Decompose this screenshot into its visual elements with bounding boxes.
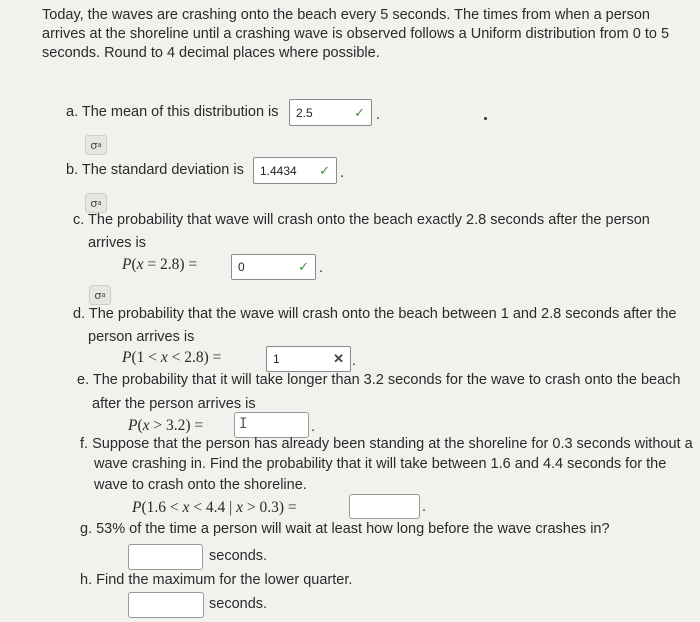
std-dev-answer-field[interactable] [253,157,337,184]
period: . [422,499,427,515]
period: . [340,165,345,181]
question-g-line-1: g. 53% of the time a person will wait at least how long before the wave crashes in? [80,521,610,537]
sigma-hint-icon[interactable]: σ a [85,193,107,213]
stray-dot [484,117,487,120]
period: . [319,260,324,276]
question-d-line-1: d. The probability that the wave will crash onto the beach between 1 and 2.8 seconds after the [73,306,677,322]
question-g-unit: seconds. [209,548,268,564]
interval-probability-value: 1 [273,352,280,366]
mean-answer-field[interactable] [289,99,372,126]
check-icon: ✓ [319,162,330,178]
text-cursor-icon: I [239,416,248,432]
question-c-line-1: c. The probability that wave will crash onto the beach exactly 2.8 seconds after the person [73,212,650,228]
question-c-expression: P(x = 2.8) = [122,256,198,273]
question-d-expression: P(1 < x < 2.8) = [122,349,222,366]
period: . [311,419,316,435]
conditional-probability-input[interactable] [349,494,420,519]
question-e-line-1: e. The probability that it will take longer than 3.2 seconds for the wave to crash onto the beach [77,372,681,388]
problem-intro-line-2: arrives at the shoreline until a crashing wave is observed follows a Uniform distribution from 0 to 5 [42,26,670,42]
problem-intro-line-3: seconds. Round to 4 decimal places where possible. [42,45,380,61]
wait-time-input[interactable] [128,544,203,570]
period: . [376,107,381,123]
mean-answer-value: 2.5 [296,105,313,120]
period: . [352,353,357,369]
question-f-line-3: wave to crash onto the shoreline. [94,477,307,493]
question-f-expression: P(1.6 < x < 4.4 | x > 0.3) = [132,499,297,516]
question-e-expression: P(x > 3.2) = [128,417,204,434]
question-c-line-2: arrives is [88,235,147,251]
exact-probability-value: 0 [238,260,245,274]
question-a-label: a. The mean of this distribution is [66,104,279,120]
sigma-hint-icon[interactable]: σ a [85,135,107,155]
std-dev-answer-value: 1.4434 [260,163,297,178]
question-f-line-1: f. Suppose that the person has already been standing at the shoreline for 0.3 seconds without a [80,436,693,452]
question-e-line-2: after the person arrives is [92,396,256,412]
question-b-label: b. The standard deviation is [66,162,244,178]
question-f-line-2: wave crashing in. Find the probability that it will take between 1.6 and 4.4 seconds for the [94,456,667,472]
question-d-line-2: person arrives is [88,329,195,345]
check-icon: ✓ [354,104,365,120]
interval-probability-field[interactable] [266,346,351,372]
x-icon: ✕ [333,351,344,366]
question-h-line-1: h. Find the maximum for the lower quarter. [80,572,353,588]
exact-probability-field[interactable] [231,254,316,280]
lower-quarter-max-input[interactable] [128,592,204,618]
check-icon: ✓ [298,259,309,274]
question-h-unit: seconds. [209,596,268,612]
problem-intro-line-1: Today, the waves are crashing onto the beach every 5 seconds. The times from when a person [42,7,650,23]
sigma-hint-icon[interactable]: σ a [89,285,111,305]
